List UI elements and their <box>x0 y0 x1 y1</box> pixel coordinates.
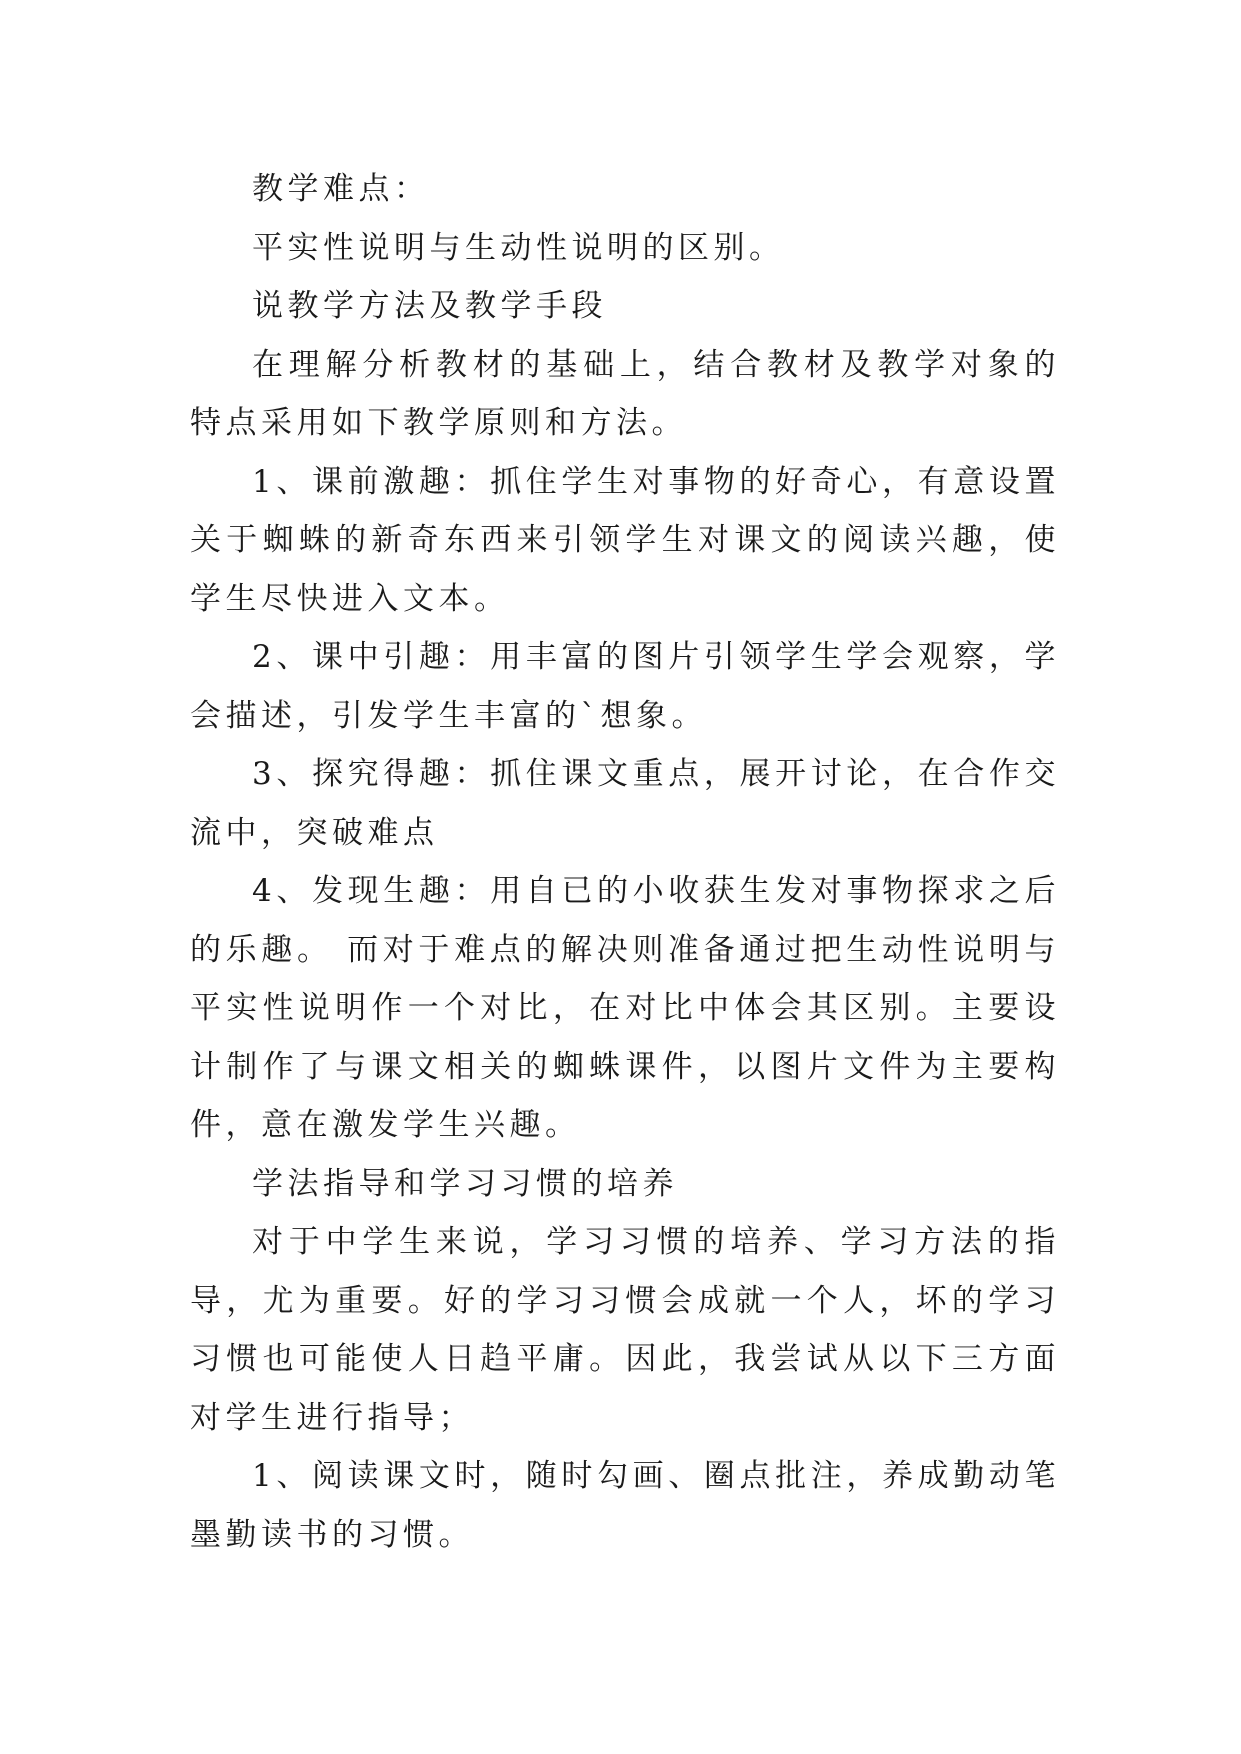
paragraph-guidance-1: 1、阅读课文时，随时勾画、圈点批注，养成勤动笔墨勤读书的习惯。 <box>190 1458 1060 1553</box>
paragraph-method-3: 3、探究得趣：抓住课文重点，展开讨论，在合作交流中，突破难点 <box>190 756 1060 851</box>
paragraph-method-1: 1、课前激趣：抓住学生对事物的好奇心，有意设置关于蜘蛛的新奇东西来引领学生对课文的阅读兴趣，使学生尽快进入文本。 <box>190 463 1060 617</box>
heading-teaching-difficulty: 教学难点： <box>252 171 430 207</box>
paragraph-guidance-intro: 对于中学生来说，学习习惯的培养、学习方法的指导，尤为重要。好的学习习惯会成就一个人，坏的学习习惯也可能使人日趋平庸。因此，我尝试从以下三方面对学生进行指导； <box>190 1224 1060 1436</box>
heading-teaching-methods: 说教学方法及教学手段 <box>252 288 607 324</box>
paragraph-difficulty-content: 平实性说明与生动性说明的区别。 <box>252 229 785 266</box>
paragraph-methods-intro: 在理解分析教材的基础上，结合教材及教学对象的特点采用如下教学原则和方法。 <box>190 346 1060 441</box>
paragraph-method-4: 4、发现生趣：用自已的小收获生发对事物探求之后的乐趣。 而对于难点的解决则准备通过把生动性说明与平实性说明作一个对比，在对比中体会其区别。主要设计制作了与课文相关的蜘蛛课件，以图片文件为主要构件，意在激发学生兴趣。 <box>190 873 1060 1143</box>
document-body <box>190 160 1060 1564</box>
heading-study-guidance: 学法指导和学习习惯的培养 <box>252 1165 678 1202</box>
paragraph-method-2: 2、课中引趣：用丰富的图片引领学生学会观察，学会描述，引发学生丰富的`想象。 <box>190 639 1060 734</box>
